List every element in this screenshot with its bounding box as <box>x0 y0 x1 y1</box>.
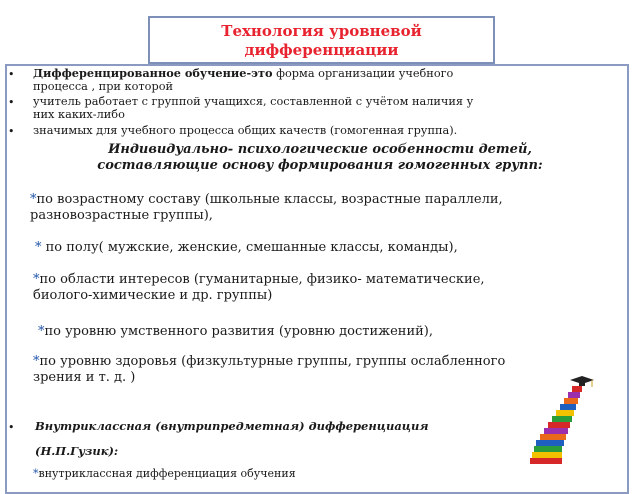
list-item-age <box>30 192 503 224</box>
star-marker: * <box>33 467 39 480</box>
bullet-dot: • <box>8 68 15 81</box>
list-item-interests <box>33 272 485 304</box>
section-heading <box>30 142 610 174</box>
list-item-interests-line1: по области интересов (гуманитарные, физико- математические, <box>39 272 485 287</box>
bullet-teacher <box>33 95 613 121</box>
section-heading-line2: составляющие основу формирования гомогенных групп: <box>97 158 543 173</box>
list-item-gender-line1: по полу( мужские, женские, смешанные классы, команды), <box>41 240 458 255</box>
inner-heading-line2: (Н.П.Гузик): <box>35 444 119 458</box>
list-item-mental-line1: по уровню умственного развития (уровню достижений), <box>44 324 433 339</box>
bullet-definition <box>33 67 613 93</box>
stairs-of-books-icon <box>530 374 602 466</box>
star-marker: * <box>33 272 40 287</box>
star-marker: * <box>30 192 37 207</box>
bullet-qualities-text: значимых для учебного процесса общих качеств (гомогенная группа). <box>33 124 458 137</box>
bullet-dot: • <box>8 421 15 434</box>
bullet-dot: • <box>8 125 15 138</box>
section-heading-line1: Индивидуально- психологические особенности детей, <box>108 142 532 157</box>
list-item-mental <box>38 324 433 340</box>
bullet-qualities <box>33 124 613 137</box>
definition-text-cont: процесса , при которой <box>33 80 174 93</box>
list-item-health <box>33 354 505 386</box>
definition-text: форма организации учебного <box>272 67 454 80</box>
inner-item <box>33 467 296 480</box>
inner-item-text: внутриклассная дифференциация обучения <box>38 467 296 480</box>
list-item-interests-line2: биолого-химические и др. группы) <box>33 288 273 303</box>
list-item-age-line2: разновозрастные группы), <box>30 208 213 223</box>
star-marker: * <box>35 240 42 255</box>
list-item-health-line2: зрения и т. д. ) <box>33 370 136 385</box>
star-marker: * <box>38 324 45 339</box>
list-item-gender <box>35 240 458 256</box>
bullet-dot: • <box>8 96 15 109</box>
bullet-teacher-line2: них каких-либо <box>33 108 125 121</box>
list-item-age-line1: по возрастному составу (школьные классы, возрастные параллели, <box>36 192 503 207</box>
star-marker: * <box>33 354 40 369</box>
slide-title-box <box>148 16 495 64</box>
inner-heading-line1: Внутриклассная (внутрипредметная) дифференциация <box>35 419 429 433</box>
slide-title-line2: дифференциации <box>244 41 399 59</box>
list-item-health-line1: по уровню здоровья (физкультурные группы, группы ослабленного <box>39 354 506 369</box>
slide-title-line1: Технология уровневой <box>221 22 422 40</box>
definition-term: Дифференцированное обучение-это <box>33 66 273 80</box>
bullet-teacher-line1: учитель работает с группой учащихся, составленной с учётом наличия у <box>33 95 474 108</box>
